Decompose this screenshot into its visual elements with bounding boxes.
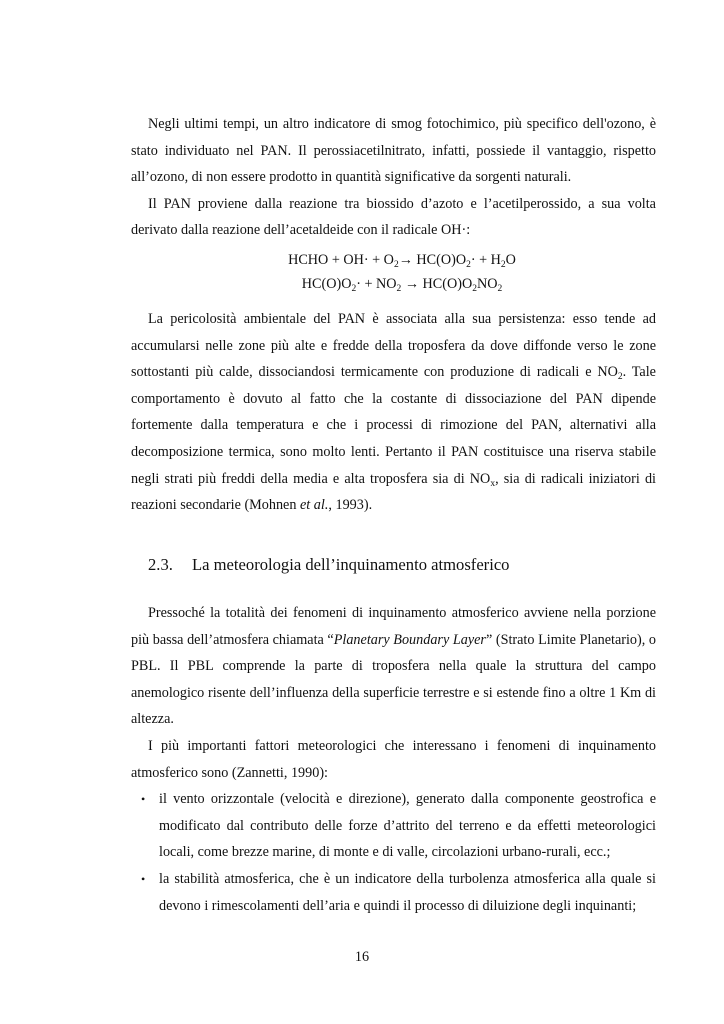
bullet-icon: • <box>141 792 146 807</box>
paragraph-pan-indicator: Negli ultimi tempi, un altro indicatore di smog fotochimico, più specifico dell'ozono, è stato individuato nel PAN. Il perossiacetilnitrato, infatti, possiede il vantaggio, rispetto all’ozono, di non essere prodotto in quantità significative da sorgenti naturali. <box>131 116 656 186</box>
equation-1: HCHO + $OH\cdot + O_2\to HC(O)O_2\cdot + H_2O$ <box>288 251 516 270</box>
list-item: • la stabilità atmosferica, che è un indicatore della turbolenza atmosferica alla quale si devono i rimescolamenti dell’aria e quindi il processo di diluizione degli inquinanti; <box>131 866 656 919</box>
section-heading <box>148 552 509 578</box>
paragraph-pan-persistence: La pericolosità ambientale del PAN è associata alla sua persistenza: esso tende ad accumularsi nelle zone più alte e fredde della troposfera da dove diffonde verso le zone sottostanti più calde, dissociandosi termicamente con produzione di radicali e $NO_2$. Tale comportamento è dovuto al fatto che la costante di dissociazione del PAN dipende fortemente dalla temperatura e che i processi di rimozione del PAN, alternativi alla decomposizione termica, sono molto lenti. Pertanto il PAN costituisce una riserva stabile negli strati più freddi della media e alta troposfera sia di $NO_x$, sia di radicali iniziatori di reazioni secondarie (Mohnen et al., 1993). <box>131 310 656 514</box>
paragraph-factors: I più importanti fattori meteorologici che interessano i fenomeni di inquinamento atmosferico sono (Zannetti, 1990): <box>131 737 656 781</box>
equation-2: $HC(O)O_2\cdot + NO_2 \to HC(O)O_2NO_2$ <box>301 275 503 294</box>
bullet-icon: • <box>141 871 146 886</box>
page-number: 16 <box>354 949 370 965</box>
factor-list <box>131 786 656 919</box>
section-number: 2.3. <box>148 555 173 574</box>
section-title: La meteorologia dell’inquinamento atmosferico <box>192 555 510 574</box>
text-block-meteorology <box>131 600 656 919</box>
list-item: • il vento orizzontale (velocità e direzione), generato dalla componente geostrofica e modificato dal contributo delle forze d’attrito del terreno e da effetti meteorologici locali, come brezze marine, di monte e di valle, circolazioni urbano-rurali, ecc.; <box>131 786 656 866</box>
text-block-pan <box>131 111 656 519</box>
arrow-icon: → <box>404 275 419 292</box>
paragraph-pbl: Pressoché la totalità dei fenomeni di inquinamento atmosferico avviene nella porzione più bassa dell’atmosfera chiamata “Planetary Boundary Layer” (Strato Limite Planetario), o PBL. Il PBL comprende la parte di troposfera nella quale la struttura del campo anemologico risente dell’influenza della superficie terrestre e si estende fino a oltre 1 Km di altezza. <box>131 605 657 728</box>
paragraph-pan-origin: Il PAN proviene dalla reazione tra biossido d’azoto e l’acetilperossido, a sua volta derivato dalla reazione dell’acetaldeide con il radicale OH·: <box>131 195 656 239</box>
arrow-icon: → <box>398 251 413 268</box>
